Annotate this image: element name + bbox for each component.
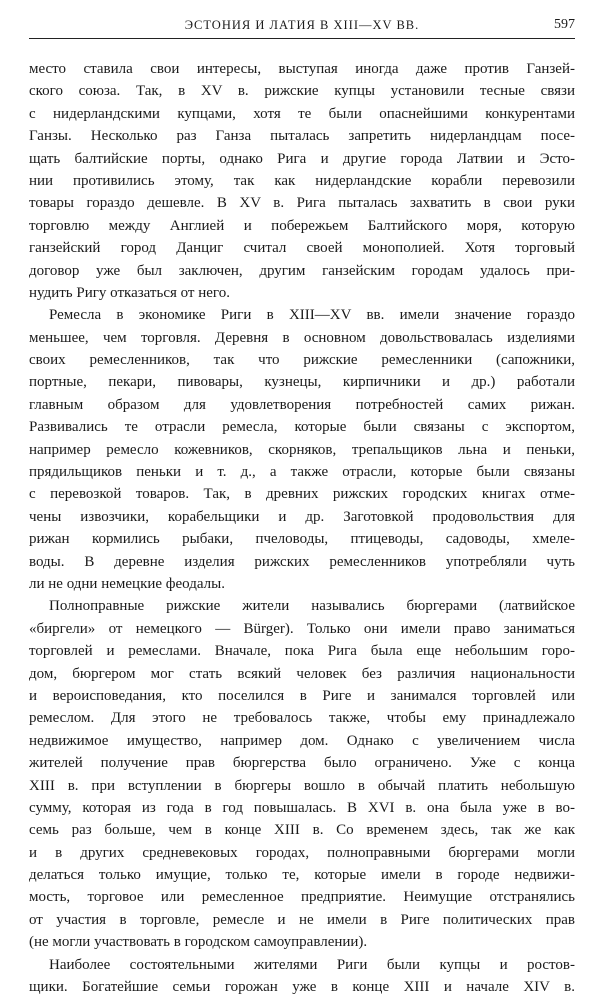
text-line: делаться только имущие, только те, которые имели в городе недвижи- (29, 867, 575, 884)
text-line: торговлю между Англией и побережьем Балтийского моря, которую (29, 217, 575, 234)
text-line: XIII в. при вступлении в бюргеры вошло в обычай платить небольшую (29, 777, 575, 794)
text-line: с перевозкой товаров. Так, в древних рижских городских книгах отме- (29, 486, 575, 503)
page-body (29, 58, 575, 998)
text-line: мость, торговое или ремесленное предприятие. Неимущие отстранялись (29, 889, 575, 906)
text-line: и в других средневековых городах, полноправными бюргерами могли (29, 844, 575, 861)
text-line: товары гораздо дешевле. В XV в. Рига пыталась захватить в свои руки (29, 195, 575, 212)
text-line: Наиболее состоятельными жителями Риги были купцы и ростов- (49, 956, 575, 973)
text-line: жителей получение прав бюргерства было ограничено. Уже с конца (29, 755, 575, 772)
text-line: от участия в торговле, ремесле и не имели в Риге политических прав (29, 911, 575, 928)
text-line: своих ремесленников, так что рижские ремесленники (сапожники, (29, 352, 575, 369)
header-title: ЭСТОНИЯ И ЛАТИЯ В XIII—XV ВВ. (184, 18, 420, 32)
text-line: главным образом для удовлетворения потребностей самих рижан. (29, 396, 575, 413)
text-line: с нидерландскими купцами, хотя те были опаснейшими конкурентами (29, 105, 575, 122)
text-line: сумму, которая из года в год повышалась. В XVI в. она была уже в во- (29, 799, 575, 816)
text-line: меньшее, чем торговля. Деревня в основном довольствовалась изделиями (29, 329, 575, 346)
running-header (29, 12, 575, 39)
text-line: ского союза. Так, в XV в. рижские купцы установили тесные связи (29, 83, 575, 100)
text-line: рижан кормились рыбаки, пчеловоды, птицеводы, садоводы, хмеле- (29, 531, 575, 548)
text-line: недвижимое имущество, например дом. Однако с увеличением числа (29, 732, 575, 749)
text-line: прядильщиков пеньки и т. д., а также отрасли, которые были связаны (29, 464, 575, 481)
text-line: чены извозчики, корабельщики и др. Заготовкой продовольствия для (29, 508, 575, 525)
text-line: ганзейский город Данциг считал своей монополией. Хотя торговый (29, 240, 575, 257)
text-line: Ганзы. Несколько раз Ганза пыталась запретить нидерландцам посе- (29, 128, 575, 145)
text-line: «биргели» от немецкого — Bürger). Только они имели право заниматься (29, 620, 575, 637)
text-line: договор уже был заключен, другим ганзейским городам удалось при- (29, 262, 575, 279)
text-line: и вероисповедания, кто поселился в Риге и занимался торговлей или (29, 687, 575, 704)
text-line: ремеслом. Для этого не требовалось также, чтобы ему принадлежало (29, 710, 575, 727)
paragraph-3 (29, 595, 575, 953)
text-line: например ремесло кожевников, скорняков, трепальщиков льна и пеньки, (29, 441, 575, 458)
text-line: нудить Ригу отказаться от него. (29, 284, 230, 301)
text-line: нии противились этому, так как нидерландские корабли перевозили (29, 172, 575, 189)
text-line: торговлей и ремеслами. Вначале, пока Рига была еще небольшим горо- (29, 643, 575, 660)
text-line: дом, бюргером мог стать всякий человек без различия национальности (29, 665, 575, 682)
text-line: воды. В деревне изделия рижских ремесленников употребляли чуть (29, 553, 575, 570)
text-line: семь раз больше, чем в конце XIII в. Со временем здесь, так же как (29, 822, 575, 839)
page-number: 597 (554, 17, 575, 32)
paragraph-1 (29, 58, 575, 304)
paragraph-4 (29, 954, 575, 998)
text-line: Ремесла в экономике Риги в XIII—XV вв. имели значение гораздо (49, 307, 575, 324)
text-line: Развивались те отрасли ремесла, которые были связаны с экспортом, (29, 419, 575, 436)
text-line: ли не одни немецкие феодалы. (29, 575, 225, 592)
text-line: место ставила свои интересы, выступая иногда даже против Ганзей- (29, 61, 575, 77)
text-line: щики. Богатейшие семьи горожан уже в конце XIII и начале XIV в. (29, 979, 575, 996)
paragraph-2 (29, 304, 575, 595)
text-line: (не могли участвовать в городском самоуправлении). (29, 934, 368, 951)
text-line: портные, пекари, пивовары, кузнецы, кирпичники и др.) работали (29, 374, 575, 391)
text-line: Полноправные рижские жители назывались бюргерами (латвийское (49, 598, 575, 615)
text-line: щать балтийские порты, однако Рига и другие города Латвии и Эсто- (29, 150, 575, 167)
